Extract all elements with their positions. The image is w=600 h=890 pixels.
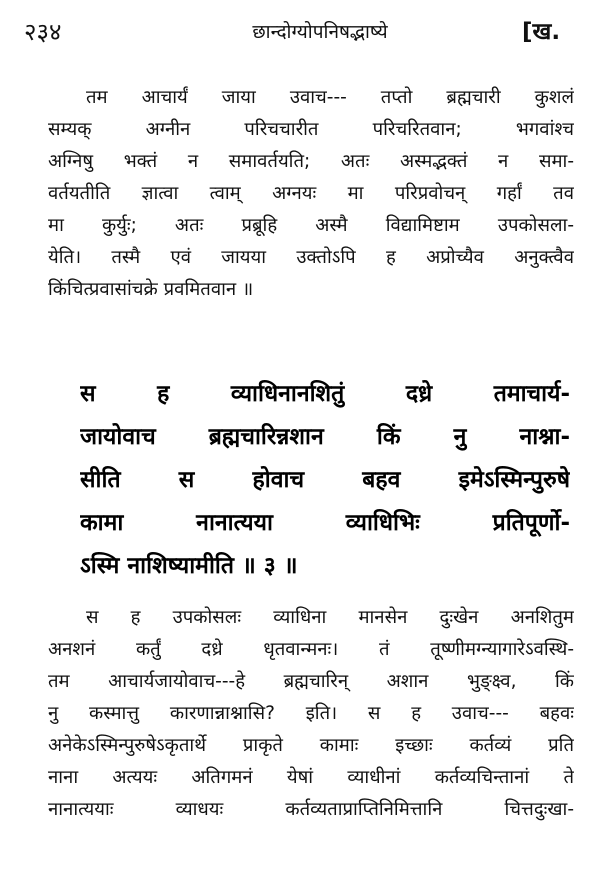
page-header [0, 0, 600, 50]
commentary-line: अनेकेऽस्मिन्पुरुषेऽकृतार्थे प्राकृते कामाः इच्छाः कर्तव्यं प्रति [48, 735, 574, 756]
commentary-line: मा कुर्युः; अतः प्रब्रूहि अस्मै विद्यामिष्टाम उपकोसला- [48, 215, 574, 236]
verse-line: कामा नानात्यया व्याधिभिः प्रतिपूर्णो- [80, 510, 570, 536]
verse-line: जायोवाच ब्रह्मचारिन्नशान किं नु नाश्ना- [80, 424, 570, 450]
verse-line: ऽस्मि नाशिष्यामीति ॥ ३ ॥ [80, 553, 298, 579]
commentary-line: अनशनं कर्तुं दध्रे धृतवान्मनः। तं तूष्णीमग्न्यागारेऽवस्थि- [48, 639, 574, 660]
commentary-paragraph-2 [48, 602, 574, 826]
commentary-line: अग्निषु भक्तं न समावर्तयति; अतः अस्मद्भक्तं न समा- [48, 151, 574, 172]
mantra-verse [80, 373, 570, 588]
commentary-line: स ह उपकोसलः व्याधिना मानसेन दुःखेन अनशितुम [86, 607, 574, 628]
commentary-paragraph-1 [48, 82, 574, 306]
verse-line: सीति स होवाच बहव इमेऽस्मिन्पुरुषे [80, 467, 570, 493]
commentary-line: किंचित्प्रवासांचक्रे प्रवमितवान ॥ [48, 279, 254, 300]
commentary-line: तम आचार्यजायोवाच---हे ब्रह्मचारिन् अशान भुङ्क्ष्व, किं [48, 671, 574, 692]
commentary-line: वर्तयतीति ज्ञात्वा त्वाम् अग्नयः मा परिप्रवोचन् गर्हां तव [48, 183, 574, 204]
commentary-line: सम्यक् अग्नीन परिचचारीत परिचरितवान; भगवांश्च [48, 119, 574, 140]
commentary-line: नु कस्मात्तु कारणान्नाश्नासि? इति। स ह उवाच--- बहवः [48, 703, 574, 724]
commentary-line: नाना अत्ययः अतिगमनं येषां व्याधीनां कर्तव्यचिन्तानां ते [48, 767, 574, 788]
section-marker: [ख. [522, 19, 561, 45]
commentary-line: नानात्ययाः व्याधयः कर्तव्यताप्राप्तिनिमित्तानि चित्तदुःखा- [48, 799, 574, 820]
verse-line: स ह व्याधिनानशितुं दध्रे तमाचार्य- [80, 381, 570, 407]
running-title: छान्दोग्योपनिषद्भाष्ये [252, 21, 388, 43]
commentary-line: येति। तस्मै एवं जायया उक्तोऽपि ह अप्रोच्यैव अनुक्त्वैव [48, 247, 574, 268]
page-number: २३४ [24, 18, 62, 46]
commentary-line: तम आचार्यं जाया उवाच--- तप्तो ब्रह्मचारी कुशलं [86, 87, 574, 108]
